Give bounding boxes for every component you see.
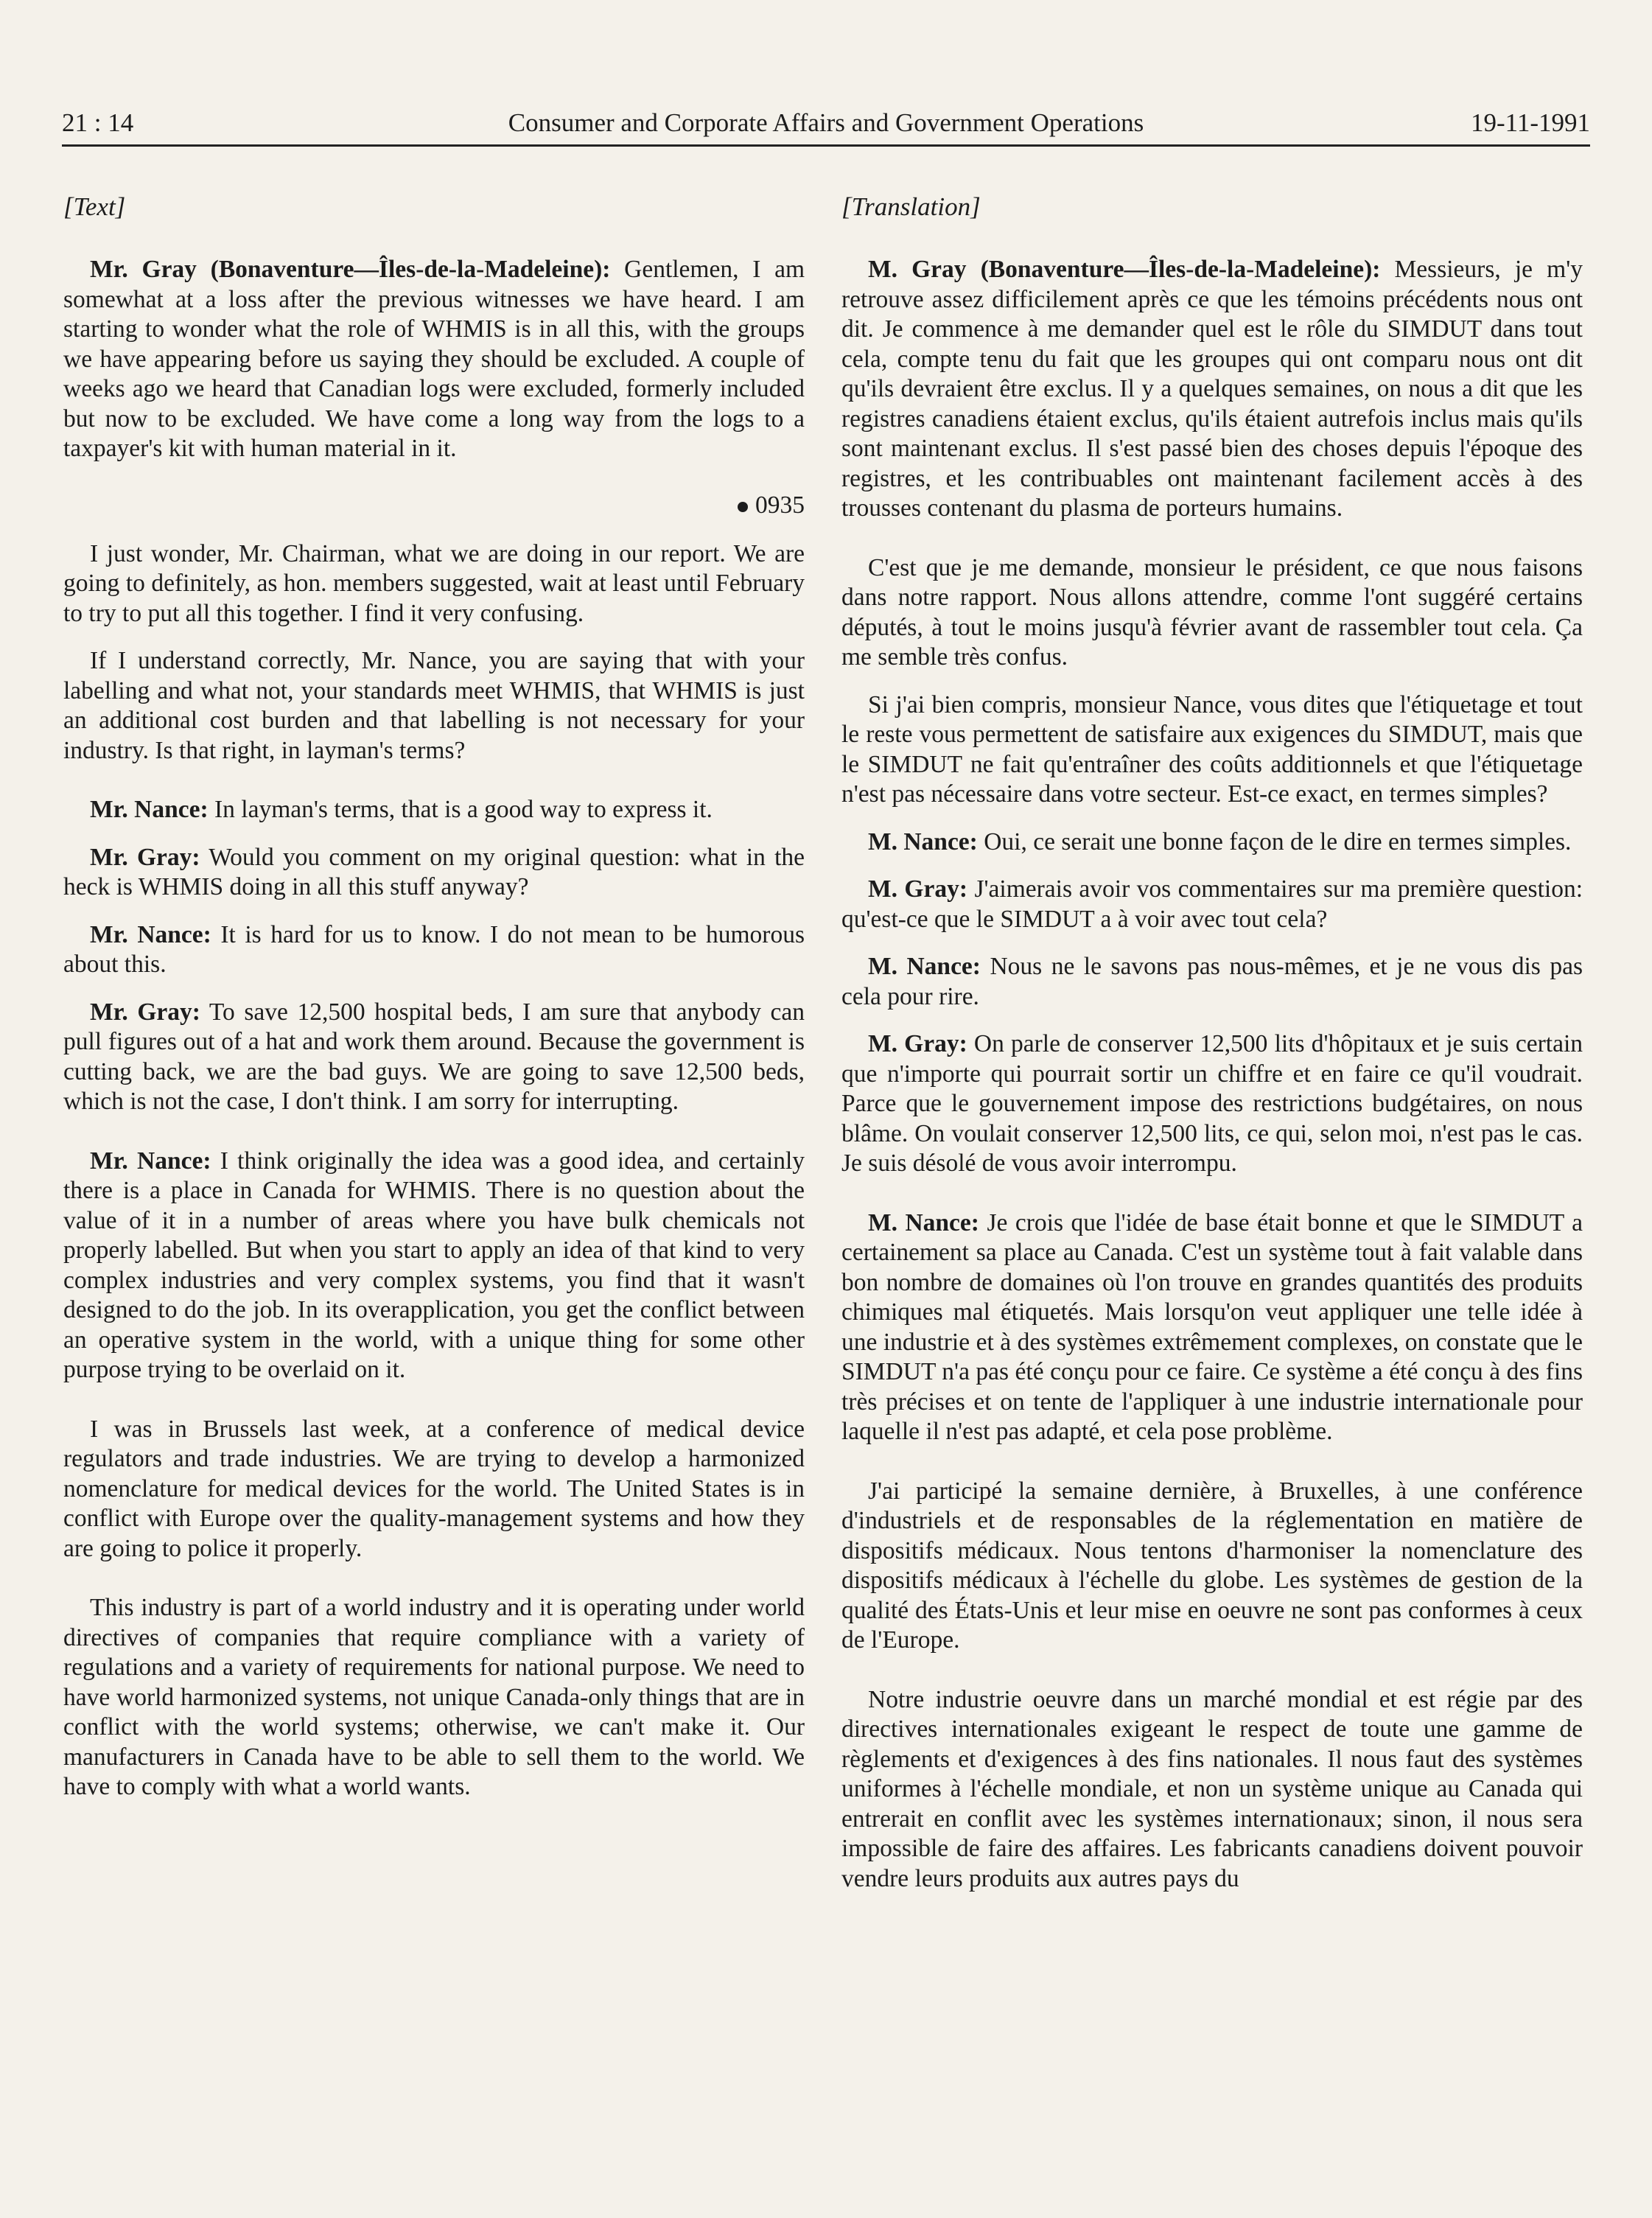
paragraph bbox=[841, 875, 1583, 934]
speech: In layman's terms, that is a good way to express it. bbox=[208, 796, 713, 823]
sitting-date: 19-11-1991 bbox=[1470, 108, 1590, 137]
french-column bbox=[841, 190, 1583, 1911]
paragraph bbox=[841, 1477, 1583, 1656]
speaker: M. Gray: bbox=[868, 1030, 967, 1057]
paragraph bbox=[63, 1593, 805, 1802]
speaker: M. Nance: bbox=[868, 828, 978, 856]
speech: On parle de conserver 12,500 lits d'hôpitaux et je suis certain que n'importe qui pourrait sortir un chiffre et en faire ce qu'il voudrait. Parce que le gouvernement impose des restrictions budgétaires, on nous blâme. On voulait conserver 12,500 lits, ce qui, selon moi, n'est pas le cas. Je suis désolé de vous avoir interrompu. bbox=[841, 1030, 1583, 1177]
paragraph bbox=[63, 920, 805, 980]
speech: I think originally the idea was a good idea, and certainly there is a place in Canada for WHMIS. There is no question about the value of it in a number of areas where you have bulk chemicals not properly labelled. But when you start to apply an idea of that kind to very complex industries and very complex systems, you find that it wasn't designed to do the job. In its overapplication, you get the conflict between an operative system in the world, with a unique thing for some other purpose trying to be overlaid on it. bbox=[63, 1147, 805, 1383]
committee-title: Consumer and Corporate Affairs and Government Operations bbox=[508, 108, 1144, 137]
paragraph bbox=[841, 828, 1583, 858]
speech: Notre industrie oeuvre dans un marché mondial et est régie par des directives internationales exigeant le respect de toute une gamme de règlements et d'exigences à des fins nationales. Il nous faut des systèmes uniformes à l'échelle mondiale, et non un système unique au Canada qui entrerait en conflit avec les systèmes internationaux; sinon, il nous sera impossible de faire des affaires. Les fabricants canadiens doivent pouvoir vendre leurs produits aux autres pays du bbox=[841, 1685, 1583, 1892]
speech: This industry is part of a world industry and it is operating under world directives of companies that require compliance with a variety of regulations and a variety of requirements for national purpose. We need to have world harmonized systems, not unique Canada-only things that are in conflict with the world systems; otherwise, we can't make it. Our manufacturers in Canada have to be able to sell them to the world. We have to comply with what a world wants. bbox=[63, 1594, 805, 1800]
speaker: Mr. Gray (Bonaventure—Îles-de-la-Madeleine): bbox=[90, 256, 611, 283]
speech: I just wonder, Mr. Chairman, what we are doing in our report. We are going to definitely, as hon. members suggested, wait at least until February to try to put all this together. I find it very confusing. bbox=[63, 539, 805, 627]
speaker: Mr. Nance: bbox=[90, 796, 209, 823]
paragraph bbox=[63, 795, 805, 825]
speech: Messieurs, je m'y retrouve assez difficilement après ce que les témoins précédents nous ont dit. Je commence à me demander quel est le rôle du SIMDUT dans tout cela, compte tenu du fait que les groupes qui ont comparu nous ont dit qu'ils devraient être exclus. Il y a quelques semaines, on nous a dit que les registres canadiens étaient exclus, qu'ils étaient autrefois inclus mais qu'ils sont maintenant exclus. Il s'est passé bien des choses depuis l'époque des registres, et les contribuables ont maintenant facilement accès à des trousses contenant du plasma de porteurs humains. bbox=[841, 256, 1583, 522]
speech: If I understand correctly, Mr. Nance, you are saying that with your labelling and what not, your standards meet WHMIS, that WHMIS is just an additional cost burden and that labelling is not necessary for your industry. Is that right, in layman's terms? bbox=[63, 647, 805, 764]
speaker: Mr. Nance: bbox=[90, 920, 211, 948]
paragraph bbox=[63, 843, 805, 903]
paragraph bbox=[841, 1208, 1583, 1447]
english-column bbox=[63, 190, 805, 1820]
bullet-icon bbox=[738, 502, 748, 512]
speech: It is hard for us to know. I do not mean to be humorous about this. bbox=[63, 920, 805, 978]
time-stamp bbox=[63, 491, 805, 520]
speech: C'est que je me demande, monsieur le président, ce que nous faisons dans notre rapport. Nous allons attendre, comme l'ont suggéré certains députés, à tout le moins jusqu'à février avant de rassembler tout cela. Ça me semble très confus. bbox=[841, 553, 1583, 671]
speech: J'ai participé la semaine dernière, à Bruxelles, à une conférence d'industriels et de responsables de la réglementation en matière de dispositifs médicaux. Nous tentons d'harmoniser la nomenclature des dispositifs médicaux à l'échelle du globe. Les systèmes de gestion de la qualité des États-Unis et leur mise en oeuvre ne sont pas conformes à ceux de l'Europe. bbox=[841, 1477, 1583, 1654]
paragraph bbox=[841, 255, 1583, 524]
paragraph bbox=[63, 646, 805, 766]
paragraph bbox=[841, 690, 1583, 810]
speaker: Mr. Gray: bbox=[90, 998, 200, 1026]
speech: Nous ne le savons pas nous-mêmes, et je ne vous dis pas cela pour rire. bbox=[841, 953, 1583, 1010]
paragraph bbox=[841, 1029, 1583, 1179]
speaker: M. Nance: bbox=[868, 1208, 979, 1236]
speaker: M. Gray: bbox=[868, 875, 968, 903]
speaker: M. Nance: bbox=[868, 953, 981, 980]
speech: Si j'ai bien compris, monsieur Nance, vous dites que l'étiquetage et tout le reste vous permettent de satisfaire aux exigences du SIMDUT, mais que le SIMDUT ne fait qu'entraîner des coûts additionnels et que l'étiquetage n'est pas nécessaire dans votre secteur. Est-ce exact, en termes simples? bbox=[841, 690, 1583, 808]
speech: Would you comment on my original question: what in the heck is WHMIS doing in all this stuff anyway? bbox=[63, 843, 805, 900]
paragraph bbox=[63, 539, 805, 629]
speech: Oui, ce serait une bonne façon de le dire en termes simples. bbox=[977, 828, 1572, 856]
speaker: M. Gray (Bonaventure—Îles-de-la-Madeleine): bbox=[868, 256, 1381, 283]
paragraph bbox=[63, 255, 805, 464]
paragraph bbox=[63, 1415, 805, 1564]
text-tag: [Text] bbox=[63, 192, 126, 221]
speech: Je crois que l'idée de base était bonne et que le SIMDUT a certainement sa place au Canada. C'est un système tout à fait valable dans bon nombre de domaines où l'on trouve en grandes quantités des produits chimiques mal étiquetés. Mais lorsqu'on veut appliquer une telle idée à une industrie et à des systèmes extrêmement complexes, on constate que le SIMDUT n'a pas été conçu pour ce faire. Ce système a été conçu à des fins très précises et on tente de l'appliquer à une industrie internationale pour laquelle il n'est pas adapté, et cela pose problème. bbox=[841, 1208, 1583, 1445]
speaker: Mr. Gray: bbox=[90, 843, 200, 871]
page-number: 21 : 14 bbox=[62, 108, 134, 137]
paragraph bbox=[841, 952, 1583, 1012]
running-header bbox=[62, 106, 1590, 147]
speech: To save 12,500 hospital beds, I am sure that anybody can pull figures out of a hat and work them around. Because the government is cutting back, we are the bad guys. We are going to save 12,500 beds, which is not the case, I don't think. I am sorry for interrupting. bbox=[63, 998, 805, 1115]
paragraph bbox=[841, 553, 1583, 673]
time-value: 0935 bbox=[755, 491, 805, 519]
translation-tag: [Translation] bbox=[841, 192, 981, 221]
paragraph bbox=[63, 998, 805, 1117]
speaker: Mr. Nance: bbox=[90, 1147, 211, 1175]
paragraph bbox=[63, 1147, 805, 1385]
speech: Gentlemen, I am somewhat at a loss after the previous witnesses we have heard. I am starting to wonder what the role of WHMIS is in all this, with the groups we have appearing before us saying they should be excluded. A couple of weeks ago we heard that Canadian logs were excluded, formerly included but now to be excluded. We have come a long way from the logs to a taxpayer's kit with human material in it. bbox=[63, 256, 805, 462]
speech: I was in Brussels last week, at a conference of medical device regulators and trade industries. We are trying to develop a harmonized nomenclature for medical devices for the world. The United States is in conflict with Europe over the quality-management systems and how they are going to police it properly. bbox=[63, 1415, 805, 1562]
paragraph bbox=[841, 1685, 1583, 1895]
speech: J'aimerais avoir vos commentaires sur ma première question: qu'est-ce que le SIMDUT a à voir avec tout cela? bbox=[841, 875, 1583, 933]
